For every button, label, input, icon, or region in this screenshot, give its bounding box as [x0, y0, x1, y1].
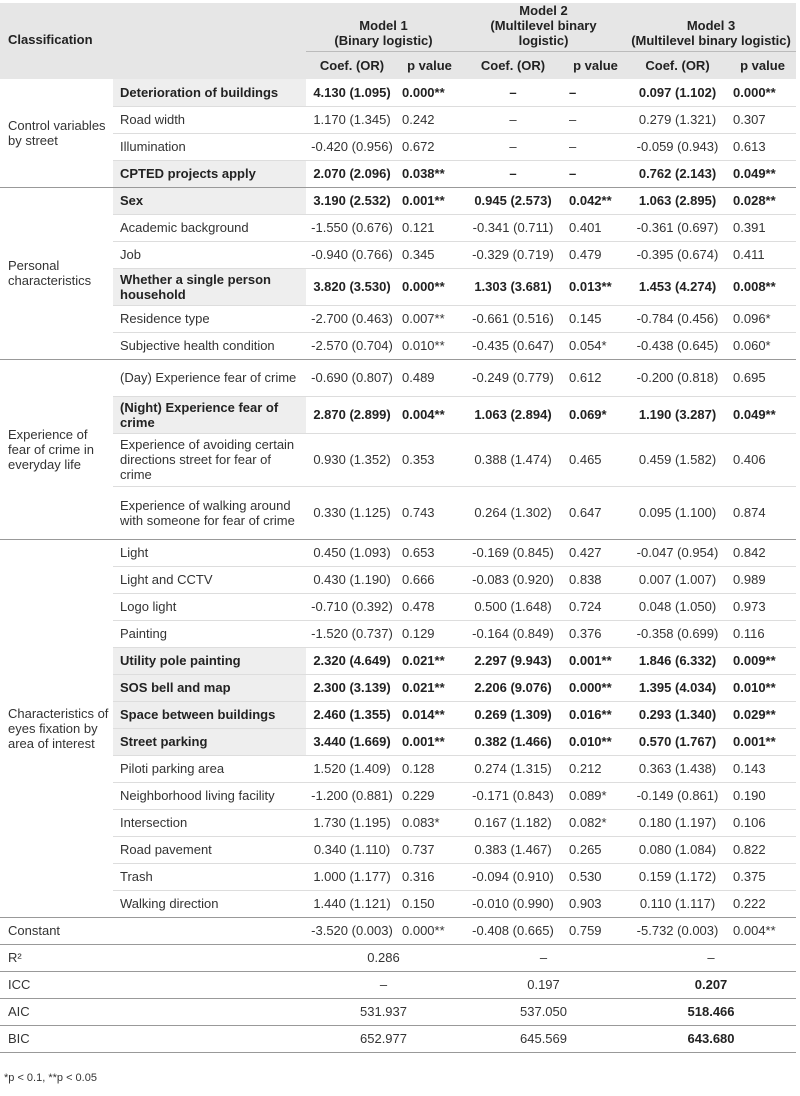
model3-coef: 1.063 (2.895) [626, 187, 729, 214]
table-row [0, 701, 796, 728]
stat-label: BIC [0, 1025, 306, 1052]
model1-pvalue: 0.478 [398, 593, 461, 620]
model1-pvalue: 0.653 [398, 539, 461, 566]
stat-row [0, 1025, 796, 1052]
model1-coef: 0.430 (1.190) [306, 566, 398, 593]
table-row [0, 539, 796, 566]
model3-coef: 0.180 (1.197) [626, 809, 729, 836]
model2-coef: 0.945 (2.573) [461, 187, 565, 214]
model1-coef: 1.170 (1.345) [306, 106, 398, 133]
model3-coef: 0.080 (1.084) [626, 836, 729, 863]
constant-label: Constant [0, 917, 306, 944]
model1-coef: 0.450 (1.093) [306, 539, 398, 566]
model1-coef: 1.730 (1.195) [306, 809, 398, 836]
model1-pvalue: 0.129 [398, 620, 461, 647]
model1-coef: 2.460 (1.355) [306, 701, 398, 728]
coef-header: Coef. (OR) [626, 52, 729, 80]
model2-coef: -0.083 (0.920) [461, 566, 565, 593]
model1-coef: 0.930 (1.352) [306, 433, 398, 486]
table-row [0, 359, 796, 396]
variable-name: Whether a single person household [113, 268, 306, 305]
table-row [0, 863, 796, 890]
model2-pvalue: 0.376 [565, 620, 626, 647]
table-row [0, 433, 796, 486]
table-row [0, 160, 796, 187]
model3-stat: 0.207 [626, 971, 796, 998]
table-row [0, 647, 796, 674]
table-row [0, 890, 796, 917]
group-label: Personal characteristics [0, 187, 113, 359]
table-row [0, 214, 796, 241]
variable-name: Subjective health condition [113, 332, 306, 359]
model3-pvalue: 0.060* [729, 332, 796, 359]
model2-coef: -0.341 (0.711) [461, 214, 565, 241]
model3-pvalue: 0.375 [729, 863, 796, 890]
variable-name: Illumination [113, 133, 306, 160]
model1-pvalue: 0.010** [398, 332, 461, 359]
variable-name: Walking direction [113, 890, 306, 917]
model2-stat: 0.197 [461, 971, 626, 998]
model1-pvalue: 0.229 [398, 782, 461, 809]
model1-coef: 2.070 (2.096) [306, 160, 398, 187]
stat-row [0, 944, 796, 971]
model1-coef: 2.320 (4.649) [306, 647, 398, 674]
model3-header: Model 3 (Multilevel binary logistic) [626, 3, 796, 52]
model2-pvalue: 0.000** [565, 674, 626, 701]
model3-pvalue: 0.874 [729, 486, 796, 539]
model2-pvalue: 0.016** [565, 701, 626, 728]
model2-coef: -0.094 (0.910) [461, 863, 565, 890]
model1-coef: -1.200 (0.881) [306, 782, 398, 809]
table-row [0, 305, 796, 332]
model3-stat: 518.466 [626, 998, 796, 1025]
variable-name: Utility pole painting [113, 647, 306, 674]
table-row [0, 755, 796, 782]
model3-pvalue: 0.010** [729, 674, 796, 701]
variable-name: Painting [113, 620, 306, 647]
significance-footnote: *p < 0.1, **p < 0.05 [4, 1072, 97, 1084]
model2-stat: 645.569 [461, 1025, 626, 1052]
model3-pvalue: 0.222 [729, 890, 796, 917]
variable-name: Residence type [113, 305, 306, 332]
model2-coef: 0.274 (1.315) [461, 755, 565, 782]
model2-coef: -0.169 (0.845) [461, 539, 565, 566]
model2-pvalue: – [565, 133, 626, 160]
model2-pvalue: 0.724 [565, 593, 626, 620]
model2-stat: – [461, 944, 626, 971]
coef-header: Coef. (OR) [461, 52, 565, 80]
model3-coef: 0.159 (1.172) [626, 863, 729, 890]
model3-pvalue: 0.049** [729, 160, 796, 187]
table-row [0, 133, 796, 160]
regression-table [0, 3, 796, 1053]
model3-coef: 0.279 (1.321) [626, 106, 729, 133]
variable-name: Space between buildings [113, 701, 306, 728]
model2-pvalue: 0.010** [565, 728, 626, 755]
model3-pvalue: 0.973 [729, 593, 796, 620]
table-row [0, 620, 796, 647]
model1-stat: 652.977 [306, 1025, 461, 1052]
model3-coef: 0.110 (1.117) [626, 890, 729, 917]
table-row [0, 332, 796, 359]
model1-pvalue: 0.737 [398, 836, 461, 863]
group-label: Control variables by street [0, 79, 113, 187]
table-row [0, 674, 796, 701]
model1-pvalue: 0.014** [398, 701, 461, 728]
model3-pvalue: 0.000** [729, 79, 796, 106]
model2-pvalue: 0.212 [565, 755, 626, 782]
model1-coef: 3.190 (2.532) [306, 187, 398, 214]
model1-coef: -2.700 (0.463) [306, 305, 398, 332]
model3-coef: 0.459 (1.582) [626, 433, 729, 486]
model2-pvalue: 0.054* [565, 332, 626, 359]
variable-name: Sex [113, 187, 306, 214]
variable-name: (Night) Experience fear of crime [113, 396, 306, 433]
model3-pvalue: 0.842 [729, 539, 796, 566]
table-row [0, 106, 796, 133]
model2-stat: 537.050 [461, 998, 626, 1025]
model1-coef: 0.340 (1.110) [306, 836, 398, 863]
model1-stat: – [306, 971, 461, 998]
model3-coef: -0.200 (0.818) [626, 359, 729, 396]
model3-coef: 0.097 (1.102) [626, 79, 729, 106]
model2-coef: 0.388 (1.474) [461, 433, 565, 486]
model1-pvalue: 0.489 [398, 359, 461, 396]
model3-coef: -5.732 (0.003) [626, 917, 729, 944]
variable-name: Logo light [113, 593, 306, 620]
model1-pvalue: 0.316 [398, 863, 461, 890]
model1-coef: -0.690 (0.807) [306, 359, 398, 396]
model2-pvalue: 0.001** [565, 647, 626, 674]
model1-pvalue: 0.242 [398, 106, 461, 133]
table-row [0, 268, 796, 305]
model1-coef: 3.820 (3.530) [306, 268, 398, 305]
model2-coef: 2.297 (9.943) [461, 647, 565, 674]
model2-pvalue: 0.838 [565, 566, 626, 593]
model1-coef: 3.440 (1.669) [306, 728, 398, 755]
variable-name: Piloti parking area [113, 755, 306, 782]
model1-coef: -0.710 (0.392) [306, 593, 398, 620]
model3-coef: -0.361 (0.697) [626, 214, 729, 241]
variable-name: CPTED projects apply [113, 160, 306, 187]
model2-coef: – [461, 79, 565, 106]
variable-name: Street parking [113, 728, 306, 755]
variable-name: SOS bell and map [113, 674, 306, 701]
model3-pvalue: 0.989 [729, 566, 796, 593]
variable-name: Neighborhood living facility [113, 782, 306, 809]
variable-name: Light [113, 539, 306, 566]
model2-pvalue: 0.465 [565, 433, 626, 486]
model3-coef: 0.007 (1.007) [626, 566, 729, 593]
model2-coef: -0.010 (0.990) [461, 890, 565, 917]
model3-pvalue: 0.307 [729, 106, 796, 133]
model3-coef: -0.059 (0.943) [626, 133, 729, 160]
model1-pvalue: 0.007** [398, 305, 461, 332]
model3-pvalue: 0.008** [729, 268, 796, 305]
table-row [0, 187, 796, 214]
model3-stat: 643.680 [626, 1025, 796, 1052]
model1-stat: 0.286 [306, 944, 461, 971]
model3-coef: -0.784 (0.456) [626, 305, 729, 332]
group-label: Experience of fear of crime in everyday life [0, 359, 113, 539]
model2-coef: 1.303 (3.681) [461, 268, 565, 305]
model2-coef: 2.206 (9.076) [461, 674, 565, 701]
table-row [0, 396, 796, 433]
pvalue-header: p value [729, 52, 796, 80]
model2-pvalue: 0.089* [565, 782, 626, 809]
model3-coef: 0.293 (1.340) [626, 701, 729, 728]
model1-pvalue: 0.345 [398, 241, 461, 268]
model1-pvalue: 0.021** [398, 674, 461, 701]
model1-coef: -0.420 (0.956) [306, 133, 398, 160]
model2-coef: 0.383 (1.467) [461, 836, 565, 863]
model3-coef: 0.570 (1.767) [626, 728, 729, 755]
model2-header: Model 2 (Multilevel binary logistic) [461, 3, 626, 52]
model1-pvalue: 0.128 [398, 755, 461, 782]
variable-name: Job [113, 241, 306, 268]
model3-pvalue: 0.391 [729, 214, 796, 241]
model1-pvalue: 0.353 [398, 433, 461, 486]
variable-name: Deterioration of buildings [113, 79, 306, 106]
table-row [0, 728, 796, 755]
variable-name: Light and CCTV [113, 566, 306, 593]
model3-coef: -0.047 (0.954) [626, 539, 729, 566]
model3-pvalue: 0.406 [729, 433, 796, 486]
model2-coef: 0.382 (1.466) [461, 728, 565, 755]
stat-label: R² [0, 944, 306, 971]
pvalue-header: p value [565, 52, 626, 80]
coef-header: Coef. (OR) [306, 52, 398, 80]
model2-coef: 0.264 (1.302) [461, 486, 565, 539]
model1-pvalue: 0.000** [398, 917, 461, 944]
stat-label: AIC [0, 998, 306, 1025]
variable-name: Experience of walking around with someone for fear of crime [113, 486, 306, 539]
model2-pvalue: 0.082* [565, 809, 626, 836]
model3-coef: 0.095 (1.100) [626, 486, 729, 539]
model3-pvalue: 0.822 [729, 836, 796, 863]
variable-name: Academic background [113, 214, 306, 241]
model1-pvalue: 0.038** [398, 160, 461, 187]
model1-coef: 0.330 (1.125) [306, 486, 398, 539]
model2-pvalue: 0.401 [565, 214, 626, 241]
model2-coef: 1.063 (2.894) [461, 396, 565, 433]
variable-name: Road pavement [113, 836, 306, 863]
model2-coef: – [461, 106, 565, 133]
variable-name: Trash [113, 863, 306, 890]
model3-pvalue: 0.190 [729, 782, 796, 809]
model3-pvalue: 0.029** [729, 701, 796, 728]
model1-pvalue: 0.083* [398, 809, 461, 836]
stat-row [0, 998, 796, 1025]
model3-pvalue: 0.116 [729, 620, 796, 647]
model3-pvalue: 0.001** [729, 728, 796, 755]
table-row [0, 836, 796, 863]
table-row [0, 241, 796, 268]
model2-pvalue: 0.265 [565, 836, 626, 863]
model1-stat: 531.937 [306, 998, 461, 1025]
model3-pvalue: 0.613 [729, 133, 796, 160]
model1-pvalue: 0.001** [398, 728, 461, 755]
model2-coef: -0.329 (0.719) [461, 241, 565, 268]
model3-coef: 1.846 (6.332) [626, 647, 729, 674]
model2-coef: -0.661 (0.516) [461, 305, 565, 332]
model2-pvalue: 0.145 [565, 305, 626, 332]
model2-pvalue: 0.042** [565, 187, 626, 214]
model1-pvalue: 0.150 [398, 890, 461, 917]
model2-pvalue: 0.530 [565, 863, 626, 890]
model3-pvalue: 0.049** [729, 396, 796, 433]
model1-coef: -1.520 (0.737) [306, 620, 398, 647]
model1-pvalue: 0.672 [398, 133, 461, 160]
model2-pvalue: 0.903 [565, 890, 626, 917]
model2-pvalue: – [565, 79, 626, 106]
model2-coef: -0.408 (0.665) [461, 917, 565, 944]
model1-pvalue: 0.743 [398, 486, 461, 539]
model3-coef: 0.048 (1.050) [626, 593, 729, 620]
model3-coef: 1.395 (4.034) [626, 674, 729, 701]
model1-coef: 1.440 (1.121) [306, 890, 398, 917]
model1-coef: -0.940 (0.766) [306, 241, 398, 268]
model2-coef: – [461, 133, 565, 160]
model3-pvalue: 0.096* [729, 305, 796, 332]
model1-coef: -3.520 (0.003) [306, 917, 398, 944]
model2-coef: -0.249 (0.779) [461, 359, 565, 396]
model2-coef: -0.171 (0.843) [461, 782, 565, 809]
model2-coef: 0.167 (1.182) [461, 809, 565, 836]
model1-header: Model 1 (Binary logistic) [306, 3, 461, 52]
model3-coef: -0.395 (0.674) [626, 241, 729, 268]
model1-coef: 4.130 (1.095) [306, 79, 398, 106]
model3-pvalue: 0.411 [729, 241, 796, 268]
model2-pvalue: 0.612 [565, 359, 626, 396]
model1-coef: 1.520 (1.409) [306, 755, 398, 782]
variable-name: Road width [113, 106, 306, 133]
model2-pvalue: 0.647 [565, 486, 626, 539]
table-row [0, 566, 796, 593]
model2-pvalue: 0.013** [565, 268, 626, 305]
model3-coef: 0.363 (1.438) [626, 755, 729, 782]
model1-pvalue: 0.000** [398, 268, 461, 305]
model3-stat: – [626, 944, 796, 971]
model1-pvalue: 0.000** [398, 79, 461, 106]
model2-coef: -0.164 (0.849) [461, 620, 565, 647]
model3-coef: 0.762 (2.143) [626, 160, 729, 187]
model1-pvalue: 0.004** [398, 396, 461, 433]
model2-pvalue: 0.069* [565, 396, 626, 433]
group-label: Characteristics of eyes fixation by area of interest [0, 539, 113, 917]
model1-coef: 2.870 (2.899) [306, 396, 398, 433]
stat-row [0, 971, 796, 998]
table-row [0, 593, 796, 620]
table-row [0, 782, 796, 809]
pvalue-header: p value [398, 52, 461, 80]
classification-header: Classification [0, 3, 306, 79]
model3-pvalue: 0.143 [729, 755, 796, 782]
model1-pvalue: 0.001** [398, 187, 461, 214]
table-row [0, 486, 796, 539]
constant-row [0, 917, 796, 944]
table-row [0, 809, 796, 836]
model2-pvalue: 0.479 [565, 241, 626, 268]
model2-pvalue: 0.427 [565, 539, 626, 566]
model2-pvalue: 0.759 [565, 917, 626, 944]
model3-coef: -0.438 (0.645) [626, 332, 729, 359]
stat-label: ICC [0, 971, 306, 998]
model1-coef: 1.000 (1.177) [306, 863, 398, 890]
model1-coef: -1.550 (0.676) [306, 214, 398, 241]
model2-coef: 0.500 (1.648) [461, 593, 565, 620]
model2-coef: 0.269 (1.309) [461, 701, 565, 728]
model1-pvalue: 0.121 [398, 214, 461, 241]
model3-coef: -0.358 (0.699) [626, 620, 729, 647]
model2-pvalue: – [565, 160, 626, 187]
model3-pvalue: 0.695 [729, 359, 796, 396]
variable-name: (Day) Experience fear of crime [113, 359, 306, 396]
model3-pvalue: 0.028** [729, 187, 796, 214]
model1-pvalue: 0.666 [398, 566, 461, 593]
model3-coef: 1.190 (3.287) [626, 396, 729, 433]
model1-pvalue: 0.021** [398, 647, 461, 674]
model2-pvalue: – [565, 106, 626, 133]
model3-pvalue: 0.009** [729, 647, 796, 674]
variable-name: Intersection [113, 809, 306, 836]
model1-coef: -2.570 (0.704) [306, 332, 398, 359]
model2-coef: -0.435 (0.647) [461, 332, 565, 359]
table-row [0, 79, 796, 106]
model3-pvalue: 0.004** [729, 917, 796, 944]
model2-coef: – [461, 160, 565, 187]
model3-pvalue: 0.106 [729, 809, 796, 836]
model3-coef: 1.453 (4.274) [626, 268, 729, 305]
variable-name: Experience of avoiding certain directions street for fear of crime [113, 433, 306, 486]
model3-coef: -0.149 (0.861) [626, 782, 729, 809]
model1-coef: 2.300 (3.139) [306, 674, 398, 701]
